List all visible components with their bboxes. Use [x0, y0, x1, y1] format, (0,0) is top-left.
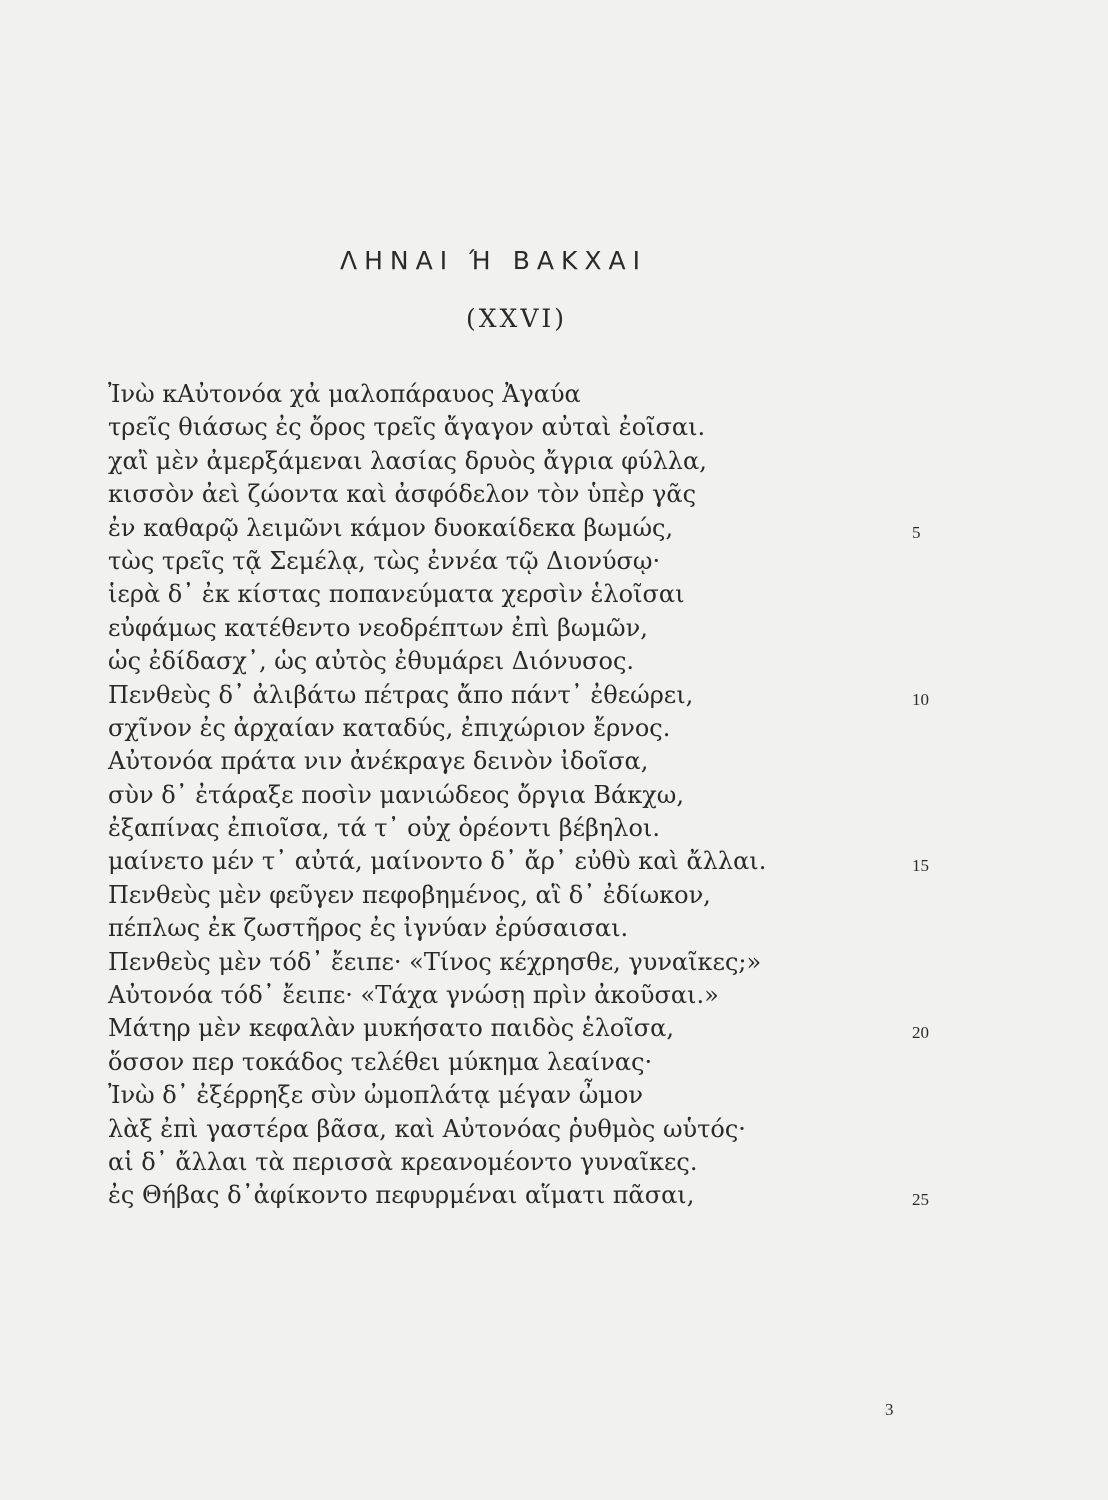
verse-text: ἱερὰ δ᾽ ἐκ κίστας ποπανεύματα χερσὶν ἑλοῖσαι [108, 580, 685, 609]
verse-text: Μάτηρ μὲν κεφαλὰν μυκήσατο παιδὸς ἑλοῖσα, [108, 1014, 674, 1043]
verse-line [108, 1012, 1088, 1045]
verse-line [108, 411, 1088, 444]
verse-line [108, 578, 1088, 611]
verse-line [108, 946, 1088, 979]
verse-text: Πενθεὺς μὲν τόδ᾽ ἔειπε· «Τίνος κέχρησθε, γυναῖκες;» [108, 947, 762, 976]
verse-text: ἐξαπίνας ἐπιοῖσα, τά τ᾽ οὐχ ὁρέοντι βέβηλοι. [108, 814, 660, 843]
verse-text: σχῖνον ἐς ἀρχαίαν καταδύς, ἐπιχώριον ἔρνος. [108, 713, 671, 742]
page-number: 3 [885, 1400, 894, 1419]
verse-text: ἐν καθαρῷ λειμῶνι κάμον δυοκαίδεκα βωμώς, [108, 513, 674, 542]
verse-text: ὅσσον περ τοκάδος τελέθει μύκημα λεαίνας· [108, 1047, 653, 1076]
verse-line [108, 812, 1088, 845]
line-number: 15 [912, 856, 929, 876]
verse-line [108, 512, 1088, 545]
verse-text: μαίνετο μέν τ᾽ αὐτά, μαίνοντο δ᾽ ἄρ᾽ εὐθὺ καὶ ἄλλαι. [108, 847, 767, 876]
verse-text: ὡς ἐδίδασχ᾽, ὡς αὐτὸς ἐθυμάρει Διόνυσος. [108, 647, 635, 676]
verse-line [108, 745, 1088, 778]
verse-text: Πενθεὺς μὲν φεῦγεν πεφοβημένος, αἳ δ᾽ ἐδίωκον, [108, 880, 711, 909]
verse-line [108, 879, 1088, 912]
verse-text: λὰξ ἐπὶ γαστέρα βᾶσα, καὶ Αὐτονόας ῥυθμὸς ωὑτός· [108, 1114, 746, 1143]
verse-text: κισσὸν ἀεὶ ζώοντα καὶ ἀσφόδελον τὸν ὑπὲρ γᾶς [108, 480, 697, 509]
verse-line [108, 1046, 1088, 1079]
verse-text: τὼς τρεῖς τᾷ Σεμέλᾳ, τὼς ἐννέα τῷ Διονύσῳ· [108, 546, 661, 575]
verse-line [108, 612, 1088, 645]
verse-line [108, 779, 1088, 812]
line-number: 5 [912, 522, 921, 542]
verse-line [108, 645, 1088, 678]
verse-text: σὺν δ᾽ ἐτάραξε ποσὶν μανιώδεος ὄργια Βάκχω, [108, 780, 684, 809]
verse-text: Αὐτονόα πράτα νιν ἀνέκραγε δεινὸν ἰδοῖσα, [108, 747, 649, 776]
verse-line [108, 679, 1088, 712]
verse-text: εὐφάμως κατέθεντο νεοδρέπτων ἐπὶ βωμῶν, [108, 613, 648, 642]
verse-line [108, 979, 1088, 1012]
verse-text: αἱ δ᾽ ἄλλαι τὰ περισσὰ κρεανομέοντο γυναῖκες. [108, 1147, 698, 1176]
line-number: 25 [912, 1190, 929, 1210]
verse-line [108, 845, 1088, 878]
poem-body [108, 378, 1088, 1213]
verse-text: χαἲ μὲν ἀμερξάμεναι λασίας δρυὸς ἄγρια φύλλα, [108, 446, 707, 475]
verse-line [108, 545, 1088, 578]
verse-line [108, 478, 1088, 511]
verse-text: ἐς Θήβας δ᾽ἀφίκοντο πεφυρμέναι αἵματι πᾶσαι, [108, 1181, 695, 1210]
verse-text: Ἰνὼ κΑὐτονόα χἀ μαλοπάραυος Ἀγαύα [108, 380, 581, 408]
verse-line [108, 1179, 1088, 1212]
line-number: 20 [912, 1023, 929, 1043]
poem-title: ΛΗΝΑΙ Ή ΒΑΚΧΑΙ [340, 246, 647, 275]
verse-line [108, 1113, 1088, 1146]
verse-line [108, 712, 1088, 745]
verse-line [108, 912, 1088, 945]
poem-number: (XXVI) [466, 304, 568, 333]
verse-text: Αὐτονόα τόδ᾽ ἔειπε· «Τάχα γνώσῃ πρὶν ἀκοῦσαι.» [108, 981, 719, 1010]
verse-text: Ἰνὼ δ᾽ ἐξέρρηξε σὺν ὠμοπλάτᾳ μέγαν ὦμον [108, 1081, 643, 1110]
verse-text: τρεῖς θιάσως ἐς ὄρος τρεῖς ἄγαγον αὐταὶ ἐοῖσαι. [108, 413, 706, 442]
verse-line [108, 445, 1088, 478]
verse-line [108, 1146, 1088, 1179]
verse-line [108, 378, 1088, 411]
line-number: 10 [912, 689, 929, 709]
verse-text: Πενθεὺς δ᾽ ἀλιβάτω πέτρας ἄπο πάντ᾽ ἐθεώρει, [108, 680, 694, 709]
verse-line [108, 1079, 1088, 1112]
verse-text: πέπλως ἐκ ζωστῆρος ἐς ἰγνύαν ἐρύσαισαι. [108, 914, 629, 943]
